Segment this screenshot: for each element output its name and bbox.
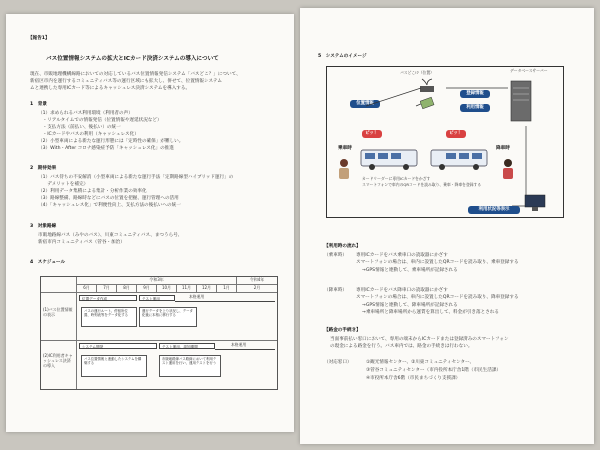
bus-stop-label: バスどこ!?（位置） [400, 70, 434, 75]
card-caption-1: カードリーダーに専用ICカードをかざす [362, 176, 431, 181]
window-line: ③菅谷コミュニティセンター（市内役所本庁舎1階（市民生活課） [366, 368, 502, 373]
boarding-label: 乗車時 [338, 146, 352, 151]
section-1-line: （1）求められるバス利用環境（利用者の声） [38, 111, 133, 116]
bar-test-run-2: テスト運用、周知期間 [159, 343, 215, 349]
section-2-line: デメリットを補完） [38, 182, 89, 187]
note-2: 運行データを上り状況し、データ化後に本格に移行する [139, 307, 197, 327]
month-cell: 10月 [157, 285, 177, 293]
window-heading: （対応窓口） [324, 360, 352, 365]
fy-header-2: 令和4年 [237, 277, 277, 285]
document-title: バス位置情報システムの拡大とICカード決済システムの導入について [46, 56, 219, 62]
beep-bubble-boarding: ピッ！ [362, 130, 382, 138]
section-1-line: （3）With・After コロナ感染症予防「キャッシュレス化」の推進 [38, 146, 174, 151]
beep-bubble-alighting: ピッ！ [446, 130, 466, 138]
label-operation-1: 本格運用 [189, 294, 205, 299]
window-line: ④市役所本庁舎6階（市民まちづくり支援課） [366, 376, 461, 381]
section-2-line: （3）路線整備、路線時などにバスの位置を把握、運行管理への活用 [38, 196, 179, 201]
note-3: バス位置情報と連動したシステムを構築する [81, 355, 147, 377]
section-1-line: ・支払方法（前払い、後払い）の統一 [38, 125, 121, 130]
alighting-line: スマートフォンの場合は、車内に設置したQRコードを読み取り、降車登録する [356, 295, 519, 300]
register-info-badge: 登録情報 [460, 90, 490, 98]
schedule-row-label-2: (2)IC利用者キャッシュレス決済の導入 [41, 341, 77, 389]
schedule-row-label-1: (1)バス位置情報の表示 [41, 293, 77, 341]
boarding-line: 専用ICカードをバス乗車口の読取器にかざす [356, 253, 448, 258]
boarding-line: スマートフォンの場合は、車内に設置したQRコードを読み取り、乗車登録する [356, 260, 519, 265]
section-3-heading: 3 対象路線 [30, 224, 57, 229]
apply-heading: 【路金の手続き】 [324, 328, 361, 333]
bar-test-run-1: テスト運用 [139, 295, 175, 301]
alighting-line: 専用ICカードをバス降車口の読取器にかざす [356, 288, 448, 293]
fy-header-1: 令和3年 [77, 277, 237, 285]
month-cell: 11月 [177, 285, 197, 293]
section-2-line: （2）利用データ集積による集計・分析作業の効率化 [38, 189, 147, 194]
alighting-line: →乗車場所と降車場所から運賃を算出して、料金が引き落とされる [362, 310, 499, 315]
section-1-line: （2）小型車両による新たな運行形態には「定時性の確保」が難しい。 [38, 139, 184, 144]
window-line: ①観光情報センター、②川東コミュニティセンター、 [366, 360, 475, 365]
month-cell: 8月 [117, 285, 137, 293]
left-page [6, 14, 294, 432]
card-caption-2: スマートフォンで車内のQRコードを読み取り、乗車・降車を登録する [362, 182, 482, 187]
alighting-label: 降車時 [496, 146, 510, 151]
note-4: 市販地路線バス路線において利用テスト運用を行い、運用テストを行う [159, 355, 221, 377]
section-1-heading: 1 背景 [30, 102, 47, 107]
bus-icon-alighting [430, 148, 490, 172]
intro-line-3: ムと連携した専用ICカード等によるキャッシュレス決済システムを導入する。 [30, 86, 191, 91]
month-cell: 7月 [97, 285, 117, 293]
arrow-operation-1 [175, 301, 275, 302]
intro-line-1: 現在、市販地理機構線路においての対応しているバス位置情報発信システム「バスどこ？」について、 [30, 72, 241, 77]
section-2-line: （1）バス待ちの不安解消（小型車両による新たな運行手法「定期路線型ハイブリッド運行」の [38, 175, 234, 180]
section-3-line: 新宿市内コミュニティバス（菅谷・加治） [38, 240, 125, 245]
server-label: データベースサーバー [510, 68, 548, 73]
bar-system-dev: システム開発 [79, 343, 157, 349]
section-3-line: 市販地路線バス（みやのバス）、川東コミュニティバス、まつうら号、 [38, 233, 183, 238]
arrow-operation-2 [215, 349, 275, 350]
usage-status-badge: 利用状況等表示 [468, 206, 520, 214]
passenger-boarding-icon [336, 158, 352, 180]
bus-icon-boarding [360, 148, 420, 172]
label-operation-2: 本格運用 [231, 342, 247, 347]
alighting-line: →GPS情報と連動して、降車場所が記録される [362, 303, 458, 308]
monitor-icon [524, 194, 546, 212]
schedule-table [40, 276, 278, 390]
section-5-heading: 5 システムのイメージ [318, 54, 367, 59]
boarding-line: →GPS情報と連動して、乗車場所が記録される [362, 268, 458, 273]
note-1: バスの運行ルート、停留所位置、時刻表等をデータ化する [81, 307, 137, 327]
intro-line-2: 新宿区市内を運行するコミュニティバス等の運行区域にも拡大し、併せて、位置情報システム [30, 79, 222, 84]
section-4-heading: 4 スケジュール [30, 260, 66, 265]
month-cell: 2月 [237, 285, 277, 293]
boarding-heading: （乗車時） [324, 253, 347, 258]
month-cell: 12月 [197, 285, 217, 293]
section-2-heading: 2 期待効果 [30, 166, 57, 171]
usage-info-badge: 利用情報 [460, 104, 490, 112]
section-1-line: ・リアルタイムでの情報発信（位置情報や遅延状況など） [38, 118, 162, 123]
passenger-alighting-icon [500, 158, 516, 180]
header-corner [41, 277, 77, 293]
report-tag: 【報告1】 [28, 36, 50, 41]
section-1-line: ・ICカードやバスの利用（キャッシュレス化） [38, 132, 139, 137]
right-page [300, 8, 594, 444]
alighting-heading: （降車時） [324, 288, 347, 293]
card-reader-icon [420, 96, 436, 110]
apply-line: 当面事前払い窓口において、専用の端末からICカードまたは登録済みのスマートフォン [330, 337, 509, 342]
section-2-line: （4）「キャッシュレス化」で利便性向上、支払方法の後払いへの統一 [38, 203, 181, 208]
flow-heading: 【利用時の流れ】 [324, 244, 361, 249]
month-cell: 6月 [77, 285, 97, 293]
month-cell: 1月 [217, 285, 237, 293]
position-info-badge: 位置情報 [350, 100, 380, 108]
month-cell: 9月 [137, 285, 157, 293]
bar-data-work: 位置データ作成 [79, 295, 137, 301]
apply-line: の現金による路金を行う。バス車内では、路金の手続きは行わない。 [330, 344, 473, 349]
